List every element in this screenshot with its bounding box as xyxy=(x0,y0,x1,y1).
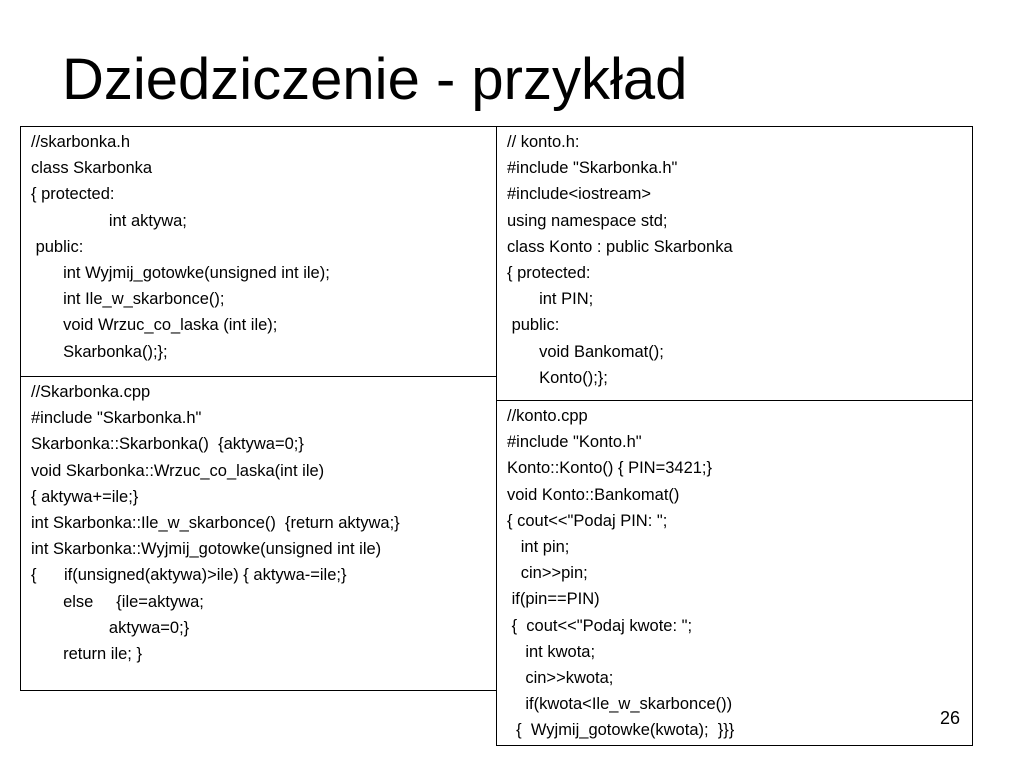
code-line: { Wyjmij_gotowke(kwota); }}} xyxy=(507,721,735,740)
code-line: return ile; } xyxy=(31,645,142,664)
code-line: class Konto : public Skarbonka xyxy=(507,237,733,256)
code-line: int Ile_w_skarbonce(); xyxy=(31,290,225,309)
code-line: { cout<<"Podaj PIN: "; xyxy=(507,511,668,530)
code-line: public: xyxy=(31,237,84,256)
code-line: Konto();}; xyxy=(507,368,608,387)
code-line: int kwota; xyxy=(507,642,596,661)
code-box-konto-cpp xyxy=(496,400,973,746)
code-line: else {ile=aktywa; xyxy=(31,592,204,611)
code-line: int Skarbonka::Ile_w_skarbonce() {return aktywa;} xyxy=(31,514,400,533)
page-number: 26 xyxy=(940,708,961,728)
code-line: #include "Konto.h" xyxy=(507,433,642,452)
code-line: #include<iostream> xyxy=(507,185,652,204)
code-line: Skarbonka();}; xyxy=(31,342,168,361)
code-line: { protected: xyxy=(31,185,115,204)
code-line: { protected: xyxy=(507,264,591,283)
code-line: if(kwota<Ile_w_skarbonce()) xyxy=(507,695,733,714)
code-box-konto-h xyxy=(496,126,973,401)
code-block xyxy=(31,379,400,667)
code-line: #include "Skarbonka.h" xyxy=(31,409,202,428)
code-line: cin>>pin; xyxy=(507,564,588,583)
code-line: void Konto::Bankomat() xyxy=(507,485,680,504)
code-line: void Bankomat(); xyxy=(507,342,664,361)
code-line: using namespace std; xyxy=(507,211,668,230)
slide-title: Dziedziczenie - przykład xyxy=(62,47,688,112)
code-line: int Skarbonka::Wyjmij_gotowke(unsigned int ile) xyxy=(31,540,382,559)
code-line: { cout<<"Podaj kwote: "; xyxy=(507,616,693,635)
code-line: void Wrzuc_co_laska (int ile); xyxy=(31,316,278,335)
code-line: int aktywa; xyxy=(31,211,187,230)
code-line: #include "Skarbonka.h" xyxy=(507,159,678,178)
code-line: aktywa=0;} xyxy=(31,618,190,637)
code-box-skarbonka-cpp xyxy=(20,376,497,691)
code-box-skarbonka-h xyxy=(20,126,497,377)
code-block xyxy=(31,129,330,365)
code-line: { if(unsigned(aktywa)>ile) { aktywa-=ile;} xyxy=(31,566,347,585)
code-line: int PIN; xyxy=(507,290,594,309)
code-line: cin>>kwota; xyxy=(507,669,614,688)
code-line: class Skarbonka xyxy=(31,159,153,178)
code-line: int pin; xyxy=(507,538,570,557)
code-line: int Wyjmij_gotowke(unsigned int ile); xyxy=(31,264,330,283)
code-line: Konto::Konto() { PIN=3421;} xyxy=(507,459,713,478)
code-line: void Skarbonka::Wrzuc_co_laska(int ile) xyxy=(31,461,325,480)
code-line: if(pin==PIN) xyxy=(507,590,600,609)
code-line: { aktywa+=ile;} xyxy=(31,487,139,506)
code-line: //Skarbonka.cpp xyxy=(31,383,151,401)
code-line: //skarbonka.h xyxy=(31,133,131,151)
code-line: public: xyxy=(507,316,560,335)
code-line: // konto.h: xyxy=(507,133,580,151)
code-block xyxy=(507,403,734,744)
code-line: //konto.cpp xyxy=(507,407,588,425)
code-block xyxy=(507,129,733,391)
code-line: Skarbonka::Skarbonka() {aktywa=0;} xyxy=(31,435,304,454)
